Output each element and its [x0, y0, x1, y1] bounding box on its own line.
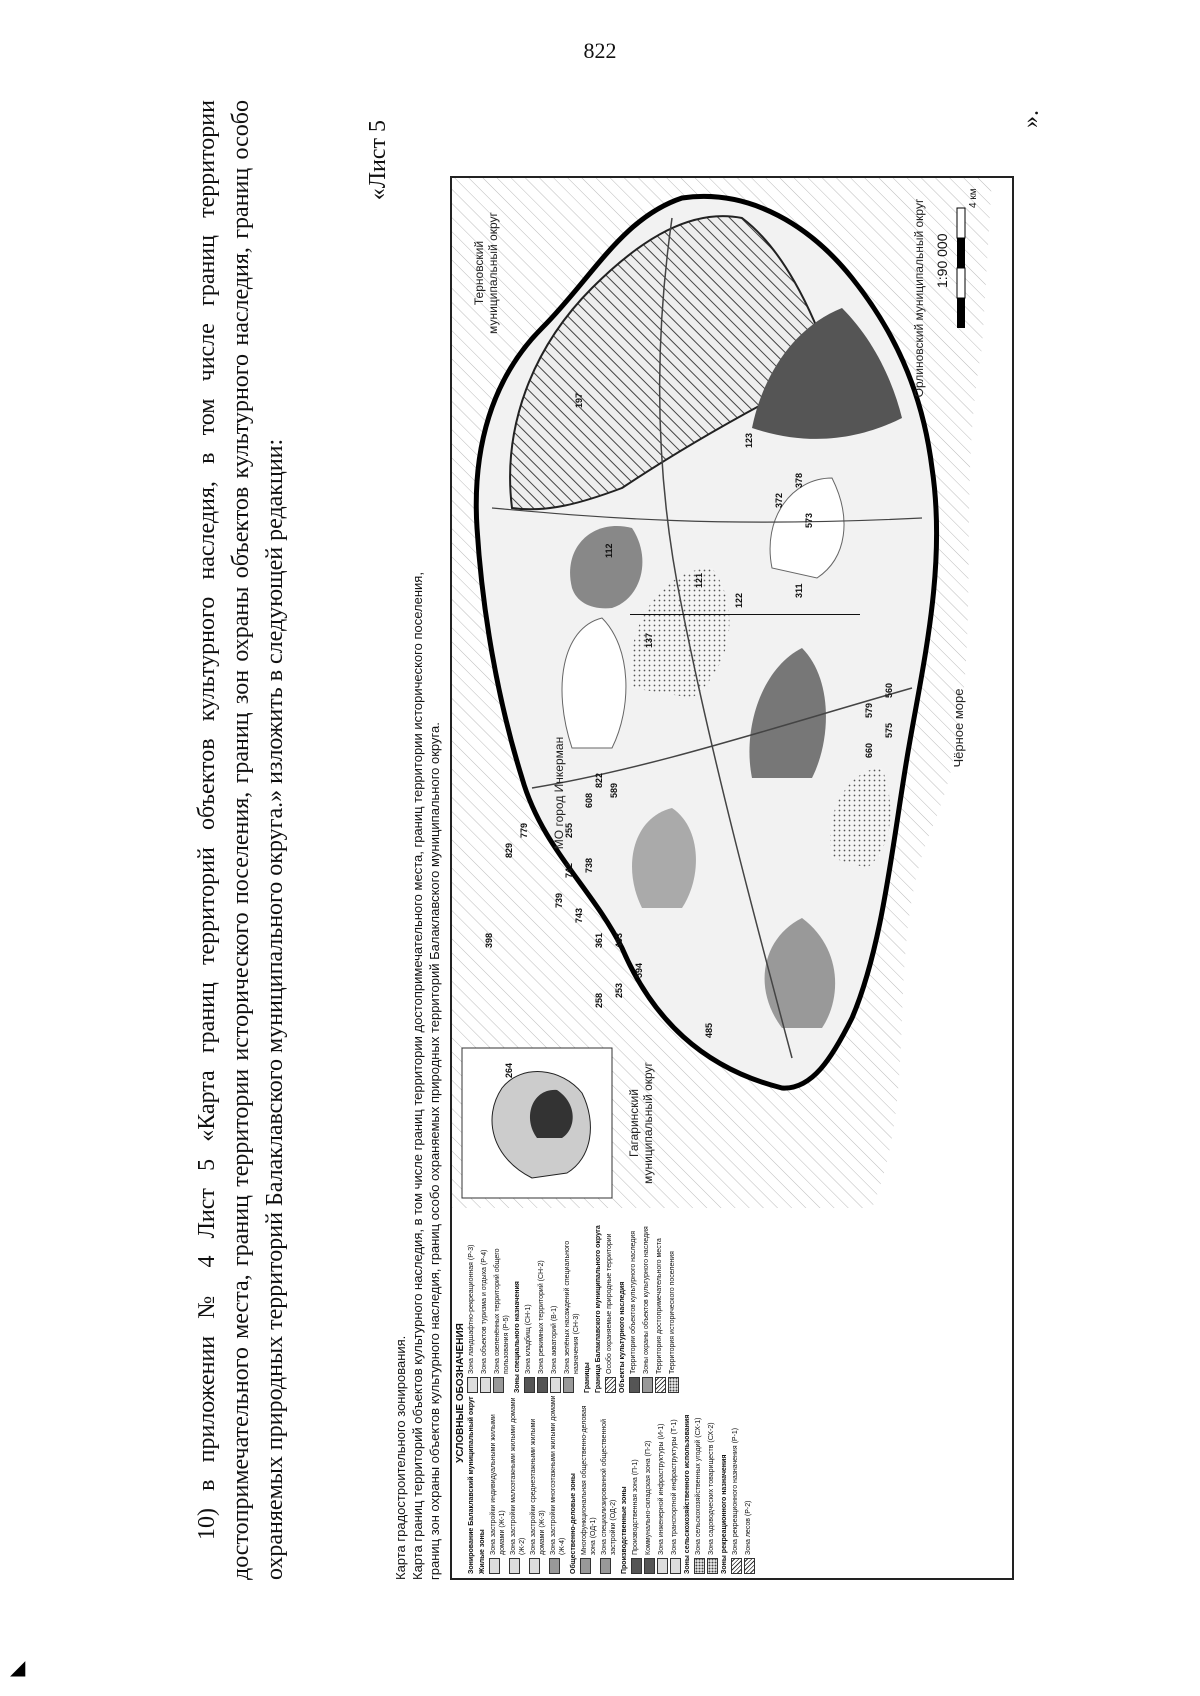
legend-title: УСЛОВНЫЕ ОБОЗНАЧЕНИЯ [455, 1323, 466, 1463]
legend-item-label: Производственная зона (П-1) [632, 1459, 639, 1555]
legend-item-label: Зона кладбищ (СН-1) [525, 1304, 532, 1374]
legend-item [731, 1393, 742, 1574]
map-object-number: 779 [519, 822, 529, 838]
legend-item [720, 1393, 729, 1574]
legend-swatch [493, 1377, 504, 1393]
legend-item [618, 1212, 627, 1393]
legend-item-label: Зона транспортной инфраструктуры (Т-1) [671, 1419, 678, 1555]
legend-item-label: Зона застройки многоэтажными жилыми домами (Ж-4) [550, 1395, 566, 1555]
map-object-number: 372 [774, 492, 784, 508]
map-object-number: 560 [884, 682, 894, 698]
map-object-number: 311 [794, 583, 804, 598]
legend-item [467, 1212, 478, 1393]
legend-swatch [563, 1377, 574, 1393]
legend-item [537, 1212, 548, 1393]
legend-item-label: Зона застройки среднеэтажными жилыми домами (Ж-3) [530, 1418, 546, 1555]
legend-item-label: Зона ландшафтно-рекреационная (Р-3) [468, 1244, 475, 1374]
label-ternovsky: Терновский муниципальный округ [472, 212, 500, 334]
legend-item-label: Зона застройки индивидуальными жилыми домами (Ж-1) [490, 1414, 506, 1555]
map-object-number: 121 [694, 572, 704, 588]
legend-item-label: Коммунально-складская зона (П-2) [645, 1440, 652, 1555]
legend-item-label: Зона зелёных насаждений специального назначения (СН-3) [564, 1240, 580, 1374]
legend-item [629, 1212, 640, 1393]
legend-swatch [509, 1558, 520, 1574]
legend-item [655, 1212, 666, 1393]
legend-item-label: Граница Балаклавского муниципального округа [595, 1225, 602, 1393]
legend-item [707, 1393, 718, 1574]
legend-swatch [707, 1558, 718, 1574]
label-gagarinsky: Гагаринский муниципальный округ [627, 1062, 655, 1184]
legend-item-label: Производственные зоны [621, 1486, 628, 1574]
legend-item [478, 1393, 487, 1574]
map-caption-line-1: Карта градостроительного зонирования. [393, 1335, 408, 1580]
map-frame [450, 176, 1014, 1580]
rotated-page-content [160, 80, 1044, 1640]
legend-item [744, 1393, 755, 1574]
scale-bar [957, 208, 965, 328]
map-caption-line-2: Карта границ территорий объектов культурного наследия, в том числе границ территории достопримечательного места, границ территории исторического поселения, [410, 572, 425, 1580]
legend-swatch [655, 1377, 666, 1393]
legend-swatch [489, 1558, 500, 1574]
legend-item [600, 1393, 618, 1574]
legend-item-label: Жилые зоны [479, 1529, 486, 1574]
scale-ratio: 1:90 000 [934, 233, 950, 288]
legend-item [569, 1393, 578, 1574]
legend-item [644, 1393, 655, 1574]
legend-item [594, 1212, 603, 1393]
legend-swatch [529, 1558, 540, 1574]
legend-item [605, 1212, 616, 1393]
legend-item-label: Зоны сельскохозяйственного использования [684, 1414, 691, 1574]
intro-text: 10) в приложении № 4 Лист 5 «Карта границ территорий объектов культурного наследия, в том числе границ территории достопримечательного места, границ территории исторического поселения, границ зон охраны объектов культурного наследия, границ особо охраняемых природных территорий Балаклавского муниципального округа.» изложить в следующей редакции: [194, 100, 288, 1580]
legend-item-label: Зона садоводческих товариществ (СХ-2) [708, 1422, 715, 1555]
legend-item-label: Зона рекреационного назначения (Р-1) [732, 1427, 739, 1555]
legend-item [529, 1393, 547, 1574]
legend-swatch [744, 1558, 755, 1574]
legend-swatch [605, 1377, 616, 1393]
map-object-number: 258 [594, 992, 604, 1008]
legend-swatch [644, 1558, 655, 1574]
legend-item [480, 1212, 491, 1393]
sheet-label: «Лист 5 [365, 120, 391, 201]
map-object-number: 398 [484, 932, 494, 948]
legend-item-label: Зона специализированной общественной застройки (ОД-2) [601, 1419, 617, 1555]
scan-mark-icon: ◢ [10, 1657, 26, 1679]
map-object-number: 378 [794, 472, 804, 488]
legend-item-label: Зона сельскохозяйственных угодий (СХ-1) [695, 1417, 702, 1555]
legend-item-label: Зоны рекреационного назначения [721, 1454, 728, 1574]
legend-item [509, 1393, 527, 1574]
map-object-number: 743 [574, 907, 584, 923]
legend-swatch [467, 1377, 478, 1393]
legend-item [657, 1393, 668, 1574]
legend-item [493, 1212, 511, 1393]
legend-item-label: Границы [584, 1362, 591, 1393]
legend-swatch [631, 1558, 642, 1574]
legend-item [550, 1212, 561, 1393]
legend-swatch [480, 1377, 491, 1393]
map-object-number: 493 [614, 932, 624, 948]
map-object-number: 253 [614, 982, 624, 998]
divider-line [630, 614, 860, 615]
legend-item-label: Территория исторического поселения [669, 1251, 676, 1374]
map-object-number: 608 [584, 792, 594, 808]
legend-item [670, 1393, 681, 1574]
legend-item [467, 1393, 476, 1574]
legend-item [631, 1393, 642, 1574]
scale-unit: 4 км [968, 188, 979, 208]
legend-swatch [731, 1558, 742, 1574]
legend-item-label: Территория достопримечательного места [656, 1238, 663, 1374]
map-object-number: 122 [734, 592, 744, 608]
legend-item-label: Зонирование Балаклавский муниципальный округ [468, 1396, 475, 1574]
label-black-sea: Чёрное море [951, 688, 966, 768]
legend-item-label: Зона акваторий (В-1) [551, 1305, 558, 1374]
map-object-number: 573 [804, 512, 814, 528]
legend-swatch [524, 1377, 535, 1393]
legend-item [583, 1212, 592, 1393]
map-object-number: 589 [609, 782, 619, 798]
map-object-number: 361 [594, 932, 604, 948]
map-object-number: 579 [864, 702, 874, 718]
legend-swatch [657, 1558, 668, 1574]
legend-item-label: Зона застройки малоэтажными жилыми домами (Ж-2) [510, 1397, 526, 1555]
legend-item [620, 1393, 629, 1574]
legend-item-label: Многофункциональная общественно-деловая зона (ОД-1) [581, 1405, 597, 1555]
legend-swatch [670, 1558, 681, 1574]
map-object-number: 594 [634, 962, 644, 978]
label-orlinovsky: Орлиновский муниципальный округ [912, 198, 926, 398]
map-caption [392, 140, 443, 1580]
legend-item [668, 1212, 679, 1393]
legend-item [549, 1393, 567, 1574]
map-drawing [452, 178, 1012, 1208]
map-object-number: 255 [564, 822, 574, 838]
legend-column-1 [467, 1393, 757, 1574]
legend-item-label: Зона режимных территорий (СН-2) [538, 1260, 545, 1374]
map-object-number: 123 [744, 432, 754, 448]
map-object-number: 822 [594, 772, 604, 788]
legend-swatch [629, 1377, 640, 1393]
legend-column-2 [467, 1212, 757, 1393]
legend-swatch [694, 1558, 705, 1574]
map-legend [452, 1207, 1012, 1578]
legend-item-label: Общественно-деловые зоны [570, 1473, 577, 1574]
map-object-number: 742 [564, 862, 574, 878]
zoning-map [452, 178, 1012, 1208]
legend-swatch [580, 1558, 591, 1574]
legend-item [694, 1393, 705, 1574]
legend-swatch [642, 1377, 653, 1393]
legend-item-label: Зоны специального назначения [514, 1281, 521, 1393]
map-object-number: 137 [644, 632, 654, 648]
map-object-number: 485 [704, 1022, 714, 1038]
legend-swatch [537, 1377, 548, 1393]
legend-item-label: Зона озеленённых территорий общего пользования (Р-5) [494, 1248, 510, 1374]
legend-item [642, 1212, 653, 1393]
legend-swatch [549, 1558, 560, 1574]
legend-item-label: Территории объектов культурного наследия [630, 1230, 637, 1374]
legend-item-label: Зона объектов туризма и отдыха (Р-4) [481, 1249, 488, 1374]
legend-item [563, 1212, 581, 1393]
map-object-number: 829 [504, 842, 514, 858]
legend-item-label: Зона лесов (Р-2) [745, 1500, 752, 1555]
legend-swatch [668, 1377, 679, 1393]
map-object-number: 112 [604, 543, 614, 558]
legend-item [580, 1393, 598, 1574]
legend-item-label: Объекты культурного наследия [619, 1281, 626, 1393]
map-object-number: 660 [864, 742, 874, 758]
map-object-number: 264 [504, 1062, 514, 1078]
legend-item [683, 1393, 692, 1574]
legend-item-label: Особо охраняемые природные территории [606, 1233, 613, 1374]
map-object-number: 197 [574, 392, 584, 408]
legend-item [489, 1393, 507, 1574]
legend-item-label: Зоны охраны объектов культурного наследия [643, 1226, 650, 1374]
legend-item [524, 1212, 535, 1393]
map-caption-line-3: границ зон охраны объектов культурного наследия, границ особо охраняемых природных территорий Балаклавского муниципального округа. [427, 722, 442, 1580]
legend-item [513, 1212, 522, 1393]
legend-swatch [550, 1377, 561, 1393]
label-inkerman: МО город Инкерман [552, 736, 566, 850]
legend-item-label: Зона инженерной инфраструктуры (И-1) [658, 1423, 665, 1555]
map-object-number: 575 [884, 722, 894, 738]
legend-swatch [600, 1558, 611, 1574]
page-number: 822 [583, 38, 617, 63]
closing-quote: ». [1018, 110, 1044, 128]
intro-paragraph [190, 100, 292, 1580]
map-object-number: 739 [554, 892, 564, 908]
map-object-number: 738 [584, 857, 594, 873]
